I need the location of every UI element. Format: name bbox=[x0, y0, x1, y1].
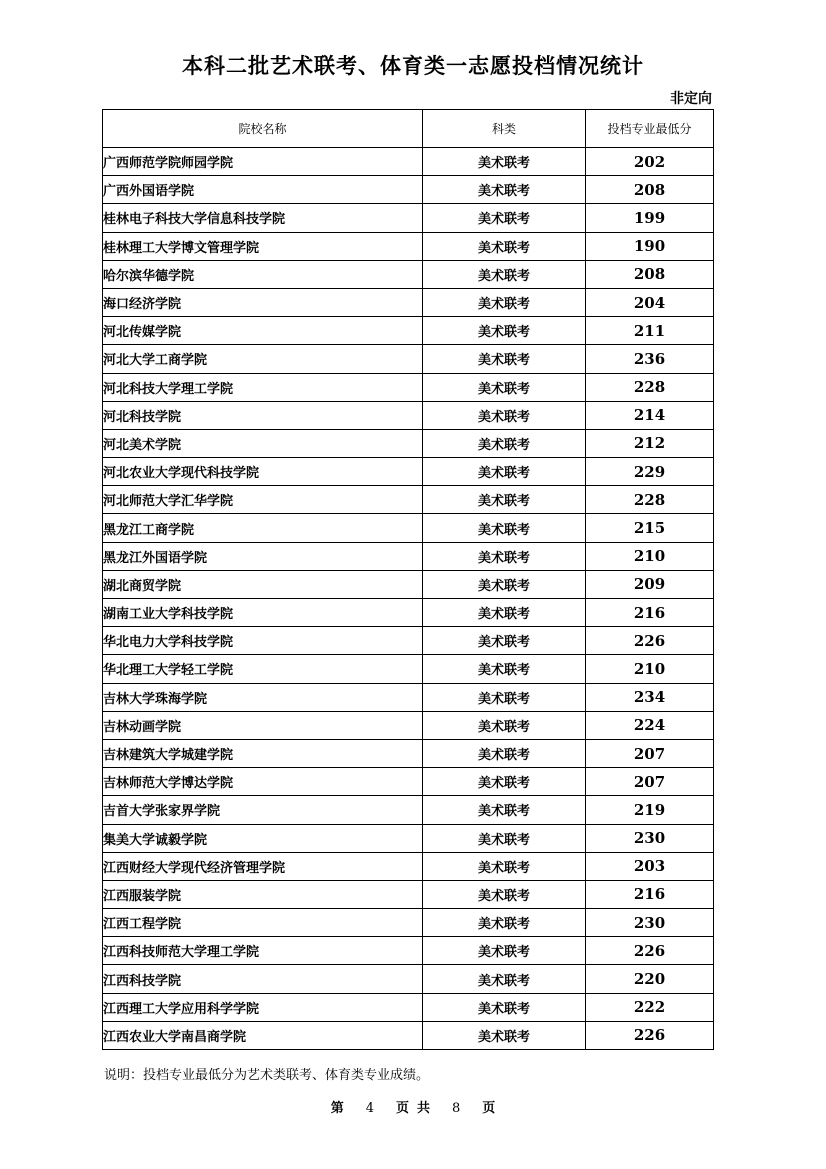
table-row bbox=[103, 429, 714, 457]
min-score-cell: 199 bbox=[586, 204, 714, 232]
table-row bbox=[103, 627, 714, 655]
min-score-cell: 226 bbox=[586, 937, 714, 965]
min-score-cell: 230 bbox=[586, 909, 714, 937]
category-cell: 美术联考 bbox=[423, 345, 586, 373]
header-min-score: 投档专业最低分 bbox=[586, 110, 714, 148]
school-name-cell: 河北师范大学汇华学院 bbox=[103, 486, 423, 514]
school-name-cell: 江西科技学院 bbox=[103, 965, 423, 993]
header-school-name: 院校名称 bbox=[103, 110, 423, 148]
min-score-cell: 208 bbox=[586, 176, 714, 204]
table-row bbox=[103, 796, 714, 824]
table-row bbox=[103, 232, 714, 260]
table-row bbox=[103, 458, 714, 486]
table-row bbox=[103, 909, 714, 937]
table-row bbox=[103, 965, 714, 993]
min-score-cell: 236 bbox=[586, 345, 714, 373]
category-cell: 美术联考 bbox=[423, 1021, 586, 1049]
footer-suffix: 页 bbox=[482, 1101, 496, 1116]
category-cell: 美术联考 bbox=[423, 852, 586, 880]
category-cell: 美术联考 bbox=[423, 768, 586, 796]
min-score-cell: 222 bbox=[586, 993, 714, 1021]
min-score-cell: 228 bbox=[586, 373, 714, 401]
table-header-row bbox=[103, 110, 714, 148]
table-row bbox=[103, 176, 714, 204]
school-name-cell: 江西农业大学南昌商学院 bbox=[103, 1021, 423, 1049]
min-score-cell: 226 bbox=[586, 1021, 714, 1049]
min-score-cell: 220 bbox=[586, 965, 714, 993]
table-row bbox=[103, 345, 714, 373]
min-score-cell: 215 bbox=[586, 514, 714, 542]
table-row bbox=[103, 401, 714, 429]
school-name-cell: 吉林师范大学博达学院 bbox=[103, 768, 423, 796]
school-name-cell: 河北科技大学理工学院 bbox=[103, 373, 423, 401]
category-cell: 美术联考 bbox=[423, 373, 586, 401]
category-cell: 美术联考 bbox=[423, 683, 586, 711]
table-body bbox=[103, 148, 714, 1050]
table-row bbox=[103, 768, 714, 796]
admission-table bbox=[102, 109, 714, 1050]
min-score-cell: 208 bbox=[586, 260, 714, 288]
category-cell: 美术联考 bbox=[423, 711, 586, 739]
table-row bbox=[103, 683, 714, 711]
min-score-cell: 211 bbox=[586, 317, 714, 345]
footer-prefix: 第 bbox=[330, 1101, 344, 1116]
min-score-cell: 210 bbox=[586, 655, 714, 683]
school-name-cell: 桂林电子科技大学信息科技学院 bbox=[103, 204, 423, 232]
category-cell: 美术联考 bbox=[423, 965, 586, 993]
category-cell: 美术联考 bbox=[423, 401, 586, 429]
category-cell: 美术联考 bbox=[423, 880, 586, 908]
min-score-cell: 216 bbox=[586, 880, 714, 908]
min-score-cell: 209 bbox=[586, 570, 714, 598]
table-row bbox=[103, 260, 714, 288]
school-name-cell: 黑龙江工商学院 bbox=[103, 514, 423, 542]
school-name-cell: 海口经济学院 bbox=[103, 288, 423, 316]
category-cell: 美术联考 bbox=[423, 599, 586, 627]
min-score-cell: 230 bbox=[586, 824, 714, 852]
category-cell: 美术联考 bbox=[423, 542, 586, 570]
category-cell: 美术联考 bbox=[423, 288, 586, 316]
min-score-cell: 212 bbox=[586, 429, 714, 457]
category-cell: 美术联考 bbox=[423, 796, 586, 824]
category-cell: 美术联考 bbox=[423, 429, 586, 457]
school-name-cell: 广西师范学院师园学院 bbox=[103, 148, 423, 176]
school-name-cell: 广西外国语学院 bbox=[103, 176, 423, 204]
school-name-cell: 湖北商贸学院 bbox=[103, 570, 423, 598]
category-cell: 美术联考 bbox=[423, 937, 586, 965]
table-row bbox=[103, 599, 714, 627]
school-name-cell: 江西科技师范大学理工学院 bbox=[103, 937, 423, 965]
school-name-cell: 吉林大学珠海学院 bbox=[103, 683, 423, 711]
school-name-cell: 河北大学工商学院 bbox=[103, 345, 423, 373]
min-score-cell: 214 bbox=[586, 401, 714, 429]
category-cell: 美术联考 bbox=[423, 514, 586, 542]
table-row bbox=[103, 824, 714, 852]
min-score-cell: 210 bbox=[586, 542, 714, 570]
table-row bbox=[103, 739, 714, 767]
category-cell: 美术联考 bbox=[423, 176, 586, 204]
min-score-cell: 203 bbox=[586, 852, 714, 880]
min-score-cell: 202 bbox=[586, 148, 714, 176]
category-cell: 美术联考 bbox=[423, 909, 586, 937]
table-row bbox=[103, 288, 714, 316]
page-footer bbox=[0, 1097, 826, 1116]
min-score-cell: 234 bbox=[586, 683, 714, 711]
table-row bbox=[103, 486, 714, 514]
footer-total-pages: 8 bbox=[452, 1101, 461, 1116]
table-row bbox=[103, 148, 714, 176]
min-score-cell: 226 bbox=[586, 627, 714, 655]
footer-page-number: 4 bbox=[365, 1101, 374, 1116]
min-score-cell: 216 bbox=[586, 599, 714, 627]
table-row bbox=[103, 655, 714, 683]
school-name-cell: 集美大学诚毅学院 bbox=[103, 824, 423, 852]
category-cell: 美术联考 bbox=[423, 260, 586, 288]
school-name-cell: 河北科技学院 bbox=[103, 401, 423, 429]
category-cell: 美术联考 bbox=[423, 486, 586, 514]
school-name-cell: 河北传媒学院 bbox=[103, 317, 423, 345]
category-cell: 美术联考 bbox=[423, 993, 586, 1021]
table-row bbox=[103, 514, 714, 542]
school-name-cell: 华北电力大学科技学院 bbox=[103, 627, 423, 655]
category-cell: 美术联考 bbox=[423, 317, 586, 345]
category-cell: 美术联考 bbox=[423, 824, 586, 852]
school-name-cell: 河北美术学院 bbox=[103, 429, 423, 457]
table-row bbox=[103, 204, 714, 232]
school-name-cell: 江西财经大学现代经济管理学院 bbox=[103, 852, 423, 880]
min-score-cell: 207 bbox=[586, 768, 714, 796]
footer-total-word: 共 bbox=[417, 1101, 431, 1116]
table-row bbox=[103, 1021, 714, 1049]
school-name-cell: 湖南工业大学科技学院 bbox=[103, 599, 423, 627]
school-name-cell: 江西工程学院 bbox=[103, 909, 423, 937]
category-cell: 美术联考 bbox=[423, 655, 586, 683]
min-score-cell: 207 bbox=[586, 739, 714, 767]
school-name-cell: 黑龙江外国语学院 bbox=[103, 542, 423, 570]
school-name-cell: 桂林理工大学博文管理学院 bbox=[103, 232, 423, 260]
category-cell: 美术联考 bbox=[423, 232, 586, 260]
category-cell: 美术联考 bbox=[423, 739, 586, 767]
min-score-cell: 224 bbox=[586, 711, 714, 739]
footnote: 说明：投档专业最低分为艺术类联考、体育类专业成绩。 bbox=[104, 1068, 430, 1083]
table-row bbox=[103, 373, 714, 401]
school-name-cell: 华北理工大学轻工学院 bbox=[103, 655, 423, 683]
school-name-cell: 江西服装学院 bbox=[103, 880, 423, 908]
school-name-cell: 吉林建筑大学城建学院 bbox=[103, 739, 423, 767]
category-cell: 美术联考 bbox=[423, 570, 586, 598]
table-row bbox=[103, 937, 714, 965]
school-name-cell: 哈尔滨华德学院 bbox=[103, 260, 423, 288]
category-cell: 美术联考 bbox=[423, 458, 586, 486]
table-row bbox=[103, 542, 714, 570]
page-title: 本科二批艺术联考、体育类一志愿投档情况统计 bbox=[182, 53, 644, 78]
category-cell: 美术联考 bbox=[423, 148, 586, 176]
footer-page-word: 页 bbox=[395, 1101, 409, 1116]
table-row bbox=[103, 711, 714, 739]
subtitle-label: 非定向 bbox=[670, 91, 712, 107]
table-row bbox=[103, 317, 714, 345]
table-row bbox=[103, 852, 714, 880]
category-cell: 美术联考 bbox=[423, 204, 586, 232]
min-score-cell: 228 bbox=[586, 486, 714, 514]
table-row bbox=[103, 880, 714, 908]
min-score-cell: 190 bbox=[586, 232, 714, 260]
school-name-cell: 吉首大学张家界学院 bbox=[103, 796, 423, 824]
school-name-cell: 吉林动画学院 bbox=[103, 711, 423, 739]
min-score-cell: 229 bbox=[586, 458, 714, 486]
table-row bbox=[103, 993, 714, 1021]
category-cell: 美术联考 bbox=[423, 627, 586, 655]
header-category: 科类 bbox=[423, 110, 586, 148]
table-row bbox=[103, 570, 714, 598]
min-score-cell: 219 bbox=[586, 796, 714, 824]
min-score-cell: 204 bbox=[586, 288, 714, 316]
school-name-cell: 江西理工大学应用科学学院 bbox=[103, 993, 423, 1021]
school-name-cell: 河北农业大学现代科技学院 bbox=[103, 458, 423, 486]
